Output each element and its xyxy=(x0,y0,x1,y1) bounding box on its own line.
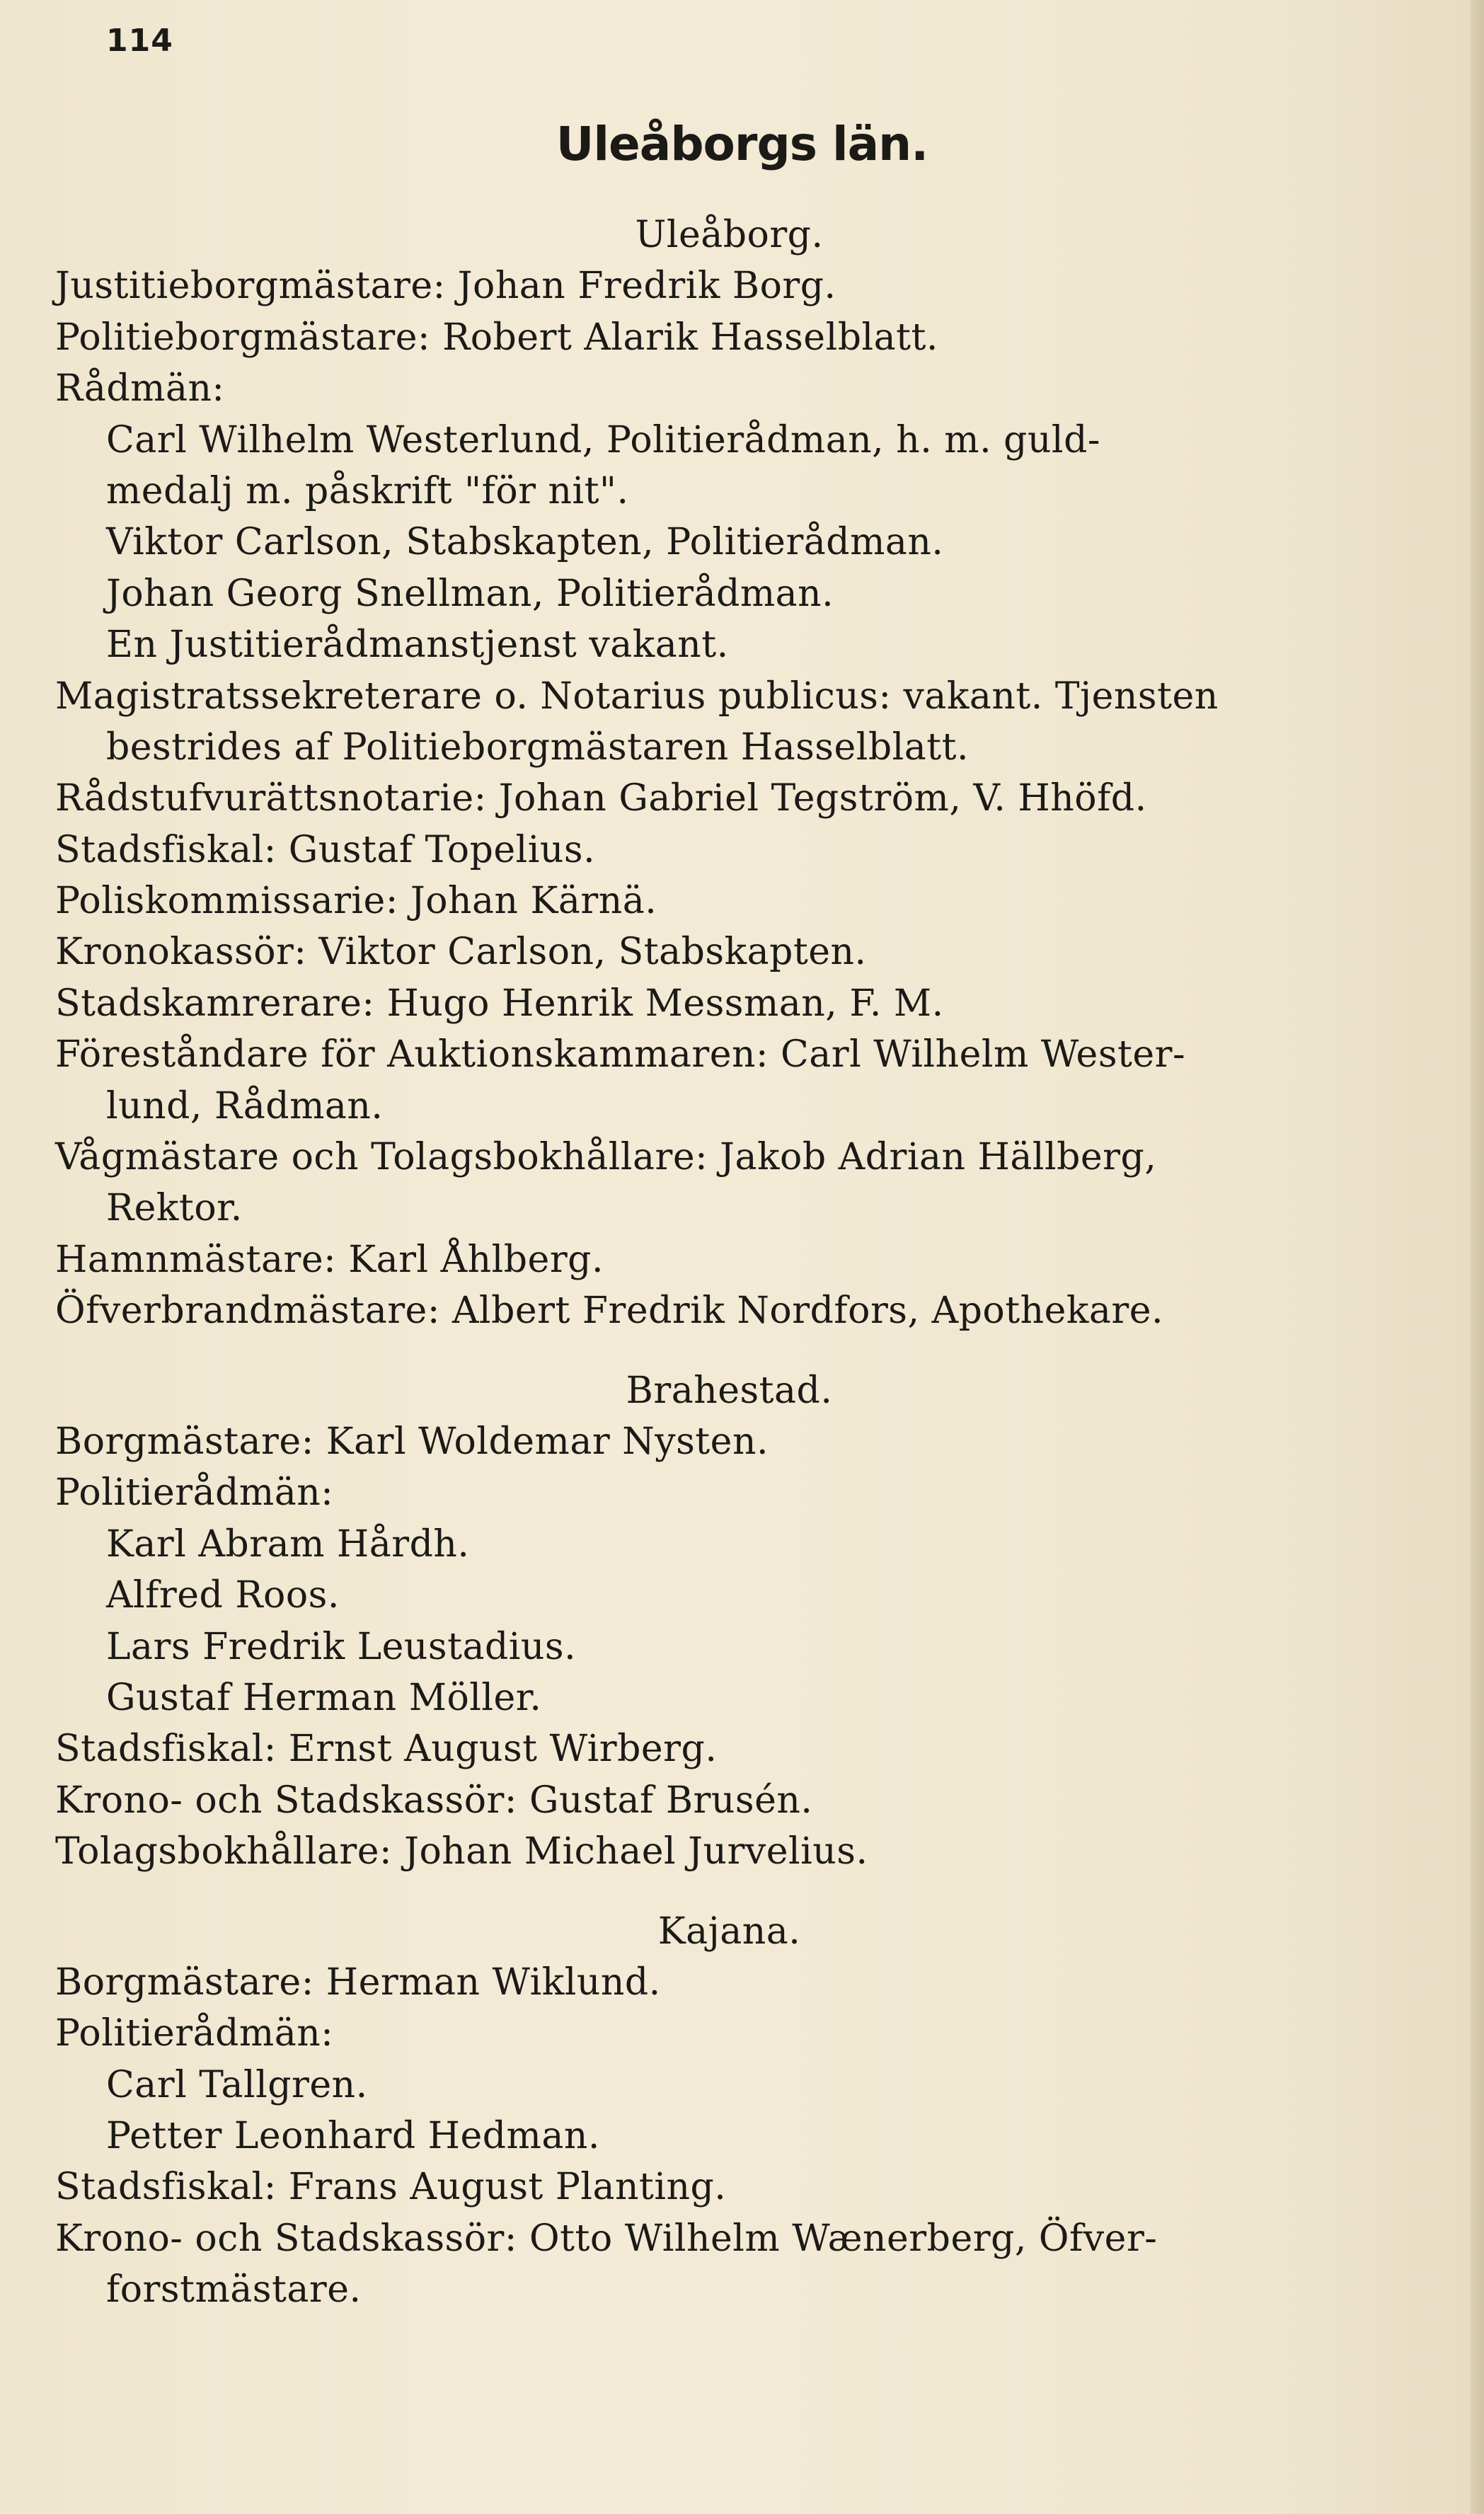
text-line: Alfred Roos. xyxy=(106,1574,340,1617)
page-content xyxy=(55,210,1467,2316)
text-line: Justitieborgmästare: Johan Fredrik Borg. xyxy=(55,265,836,308)
text-line: Borgmästare: Karl Woldemar Nysten. xyxy=(55,1420,769,1463)
text-line: Politierådmän: xyxy=(55,2012,334,2055)
text-line: Poliskommissarie: Johan Kärnä. xyxy=(55,880,657,923)
page-number: 114 xyxy=(106,23,173,59)
text-line: Lars Fredrik Leustadius. xyxy=(106,1625,577,1668)
text-line: lund, Rådman. xyxy=(106,1084,384,1127)
text-line: Föreståndare för Auktionskammaren: Carl Wilhelm Wester- xyxy=(55,1033,1186,1077)
text-line: Stadsfiskal: Frans August Planting. xyxy=(55,2166,727,2209)
text-line: Magistratssekreterare o. Notarius publicus: vakant. Tjensten xyxy=(55,675,1219,718)
text-line: Stadskamrerare: Hugo Henrik Messman, F. M. xyxy=(55,982,944,1025)
text-line: Tolagsbokhållare: Johan Michael Jurvelius. xyxy=(55,1830,868,1873)
text-line: Politieborgmästare: Robert Alarik Hasselblatt. xyxy=(55,316,938,359)
text-line: Krono- och Stadskassör: Gustaf Brusén. xyxy=(55,1779,813,1822)
text-line: bestrides af Politieborgmästaren Hasselblatt. xyxy=(106,725,970,769)
text-line: Petter Leonhard Hedman. xyxy=(106,2115,600,2158)
text-line: Politierådmän: xyxy=(55,1471,334,1515)
text-line: Stadsfiskal: Ernst August Wirberg. xyxy=(55,1728,718,1771)
text-line: Rektor. xyxy=(106,1187,243,1230)
text-line: Rådstufvurättsnotarie: Johan Gabriel Tegström, V. Hhöfd. xyxy=(55,777,1147,820)
text-line: forstmästare. xyxy=(106,2268,362,2312)
text-line: Krono- och Stadskassör: Otto Wilhelm Wænerberg, Öfver- xyxy=(55,2217,1158,2260)
text-line: medalj m. påskrift "för nit". xyxy=(106,469,629,512)
text-line: Hamnmästare: Karl Åhlberg. xyxy=(55,1238,604,1281)
text-line: Viktor Carlson, Stabskapten, Politierådman. xyxy=(106,521,944,564)
page-edge xyxy=(1471,0,1484,2514)
section-heading: Uleåborg. xyxy=(635,214,824,256)
text-line: Carl Wilhelm Westerlund, Politierådman, h. m. guld- xyxy=(106,418,1100,461)
text-line: Johan Georg Snellman, Politierådman. xyxy=(106,572,834,615)
section-heading: Kajana. xyxy=(657,1910,801,1953)
text-line: Rådmän: xyxy=(55,367,225,411)
text-line: Vågmästare och Tolagsbokhållare: Jakob Adrian Hällberg, xyxy=(55,1136,1157,1179)
text-line: Karl Abram Hårdh. xyxy=(106,1522,470,1566)
text-line: Öfverbrandmästare: Albert Fredrik Nordfors, Apothekare. xyxy=(55,1290,1164,1333)
text-line: Gustaf Herman Möller. xyxy=(106,1676,542,1719)
section-heading: Brahestad. xyxy=(626,1369,833,1412)
text-line: En Justitierådmanstjenst vakant. xyxy=(106,624,729,667)
page-title: Uleåborgs län. xyxy=(556,117,928,171)
text-line: Kronokassör: Viktor Carlson, Stabskapten. xyxy=(55,931,867,974)
text-line: Carl Tallgren. xyxy=(106,2063,368,2106)
text-line: Borgmästare: Herman Wiklund. xyxy=(55,1961,661,2004)
text-line: Stadsfiskal: Gustaf Topelius. xyxy=(55,828,596,871)
